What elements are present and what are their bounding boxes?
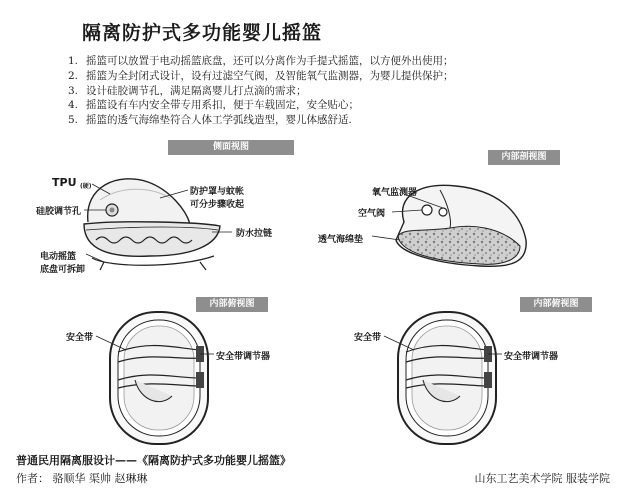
feature-item: 5. 摇篮的透气海绵垫符合人体工学弧线造型，婴儿体感舒适.	[68, 114, 352, 127]
label-cover-line1: 防护罩与蚊帐	[190, 187, 245, 197]
feature-item: 3. 设计硅胶调节孔，满足隔离婴儿打点滴的需求；	[68, 84, 307, 97]
label-air-valve: 空气阀	[358, 209, 386, 219]
top-view-left-cradle	[96, 312, 214, 444]
label-base-line1: 电动摇篮	[40, 252, 77, 262]
footer-course-title: 普通民用隔离服设计——《隔离防护式多功能婴儿摇篮》	[16, 454, 291, 467]
label-zipper: 防水拉链	[236, 229, 273, 239]
label-oxygen-monitor: 氧气监测器	[372, 188, 418, 198]
footer-school: 山东工艺美术学院 服装学院	[474, 472, 610, 485]
feature-item: 2. 摇篮为全封闭式设计，设有过滤空气阀，及智能氧气监测器，为婴儿提供保护；	[68, 69, 454, 82]
page-title: 隔离防护式多功能婴儿摇篮	[82, 22, 323, 44]
section-view-banner: 内部剖视图	[488, 150, 560, 165]
top-view-right-banner: 内部俯视图	[520, 297, 592, 312]
top-view-left-banner: 内部俯视图	[196, 297, 268, 312]
label-belt-adjuster-left: 安全带调节器	[216, 352, 271, 362]
label-belt-adjuster-right: 安全带调节器	[504, 352, 559, 362]
footer-authors: 作者： 骆顺华 渠帅 赵琳琳	[16, 472, 148, 485]
label-sponge-pad: 透气海绵垫	[318, 235, 364, 245]
label-cover-line2: 可分步骤收起	[190, 200, 245, 210]
label-tpu-note: (硬)	[80, 183, 92, 190]
label-base-line2: 底盘可拆卸	[40, 265, 86, 275]
feature-item: 1. 摇篮可以放置于电动摇篮底盘，还可以分离作为手提式摇篮，以方便外出使用；	[68, 55, 454, 67]
label-seat-belt-right: 安全带	[354, 333, 382, 343]
side-view-banner: 侧面视图	[168, 140, 294, 155]
top-view-right-cradle	[384, 312, 502, 444]
feature-item: 4. 摇篮设有车内安全带专用系扣，便于车载固定，安全贴心；	[68, 99, 359, 112]
label-silicone-hole: 硅胶调节孔	[36, 207, 82, 217]
label-tpu: TPU	[52, 176, 77, 189]
label-seat-belt-left: 安全带	[66, 333, 94, 343]
